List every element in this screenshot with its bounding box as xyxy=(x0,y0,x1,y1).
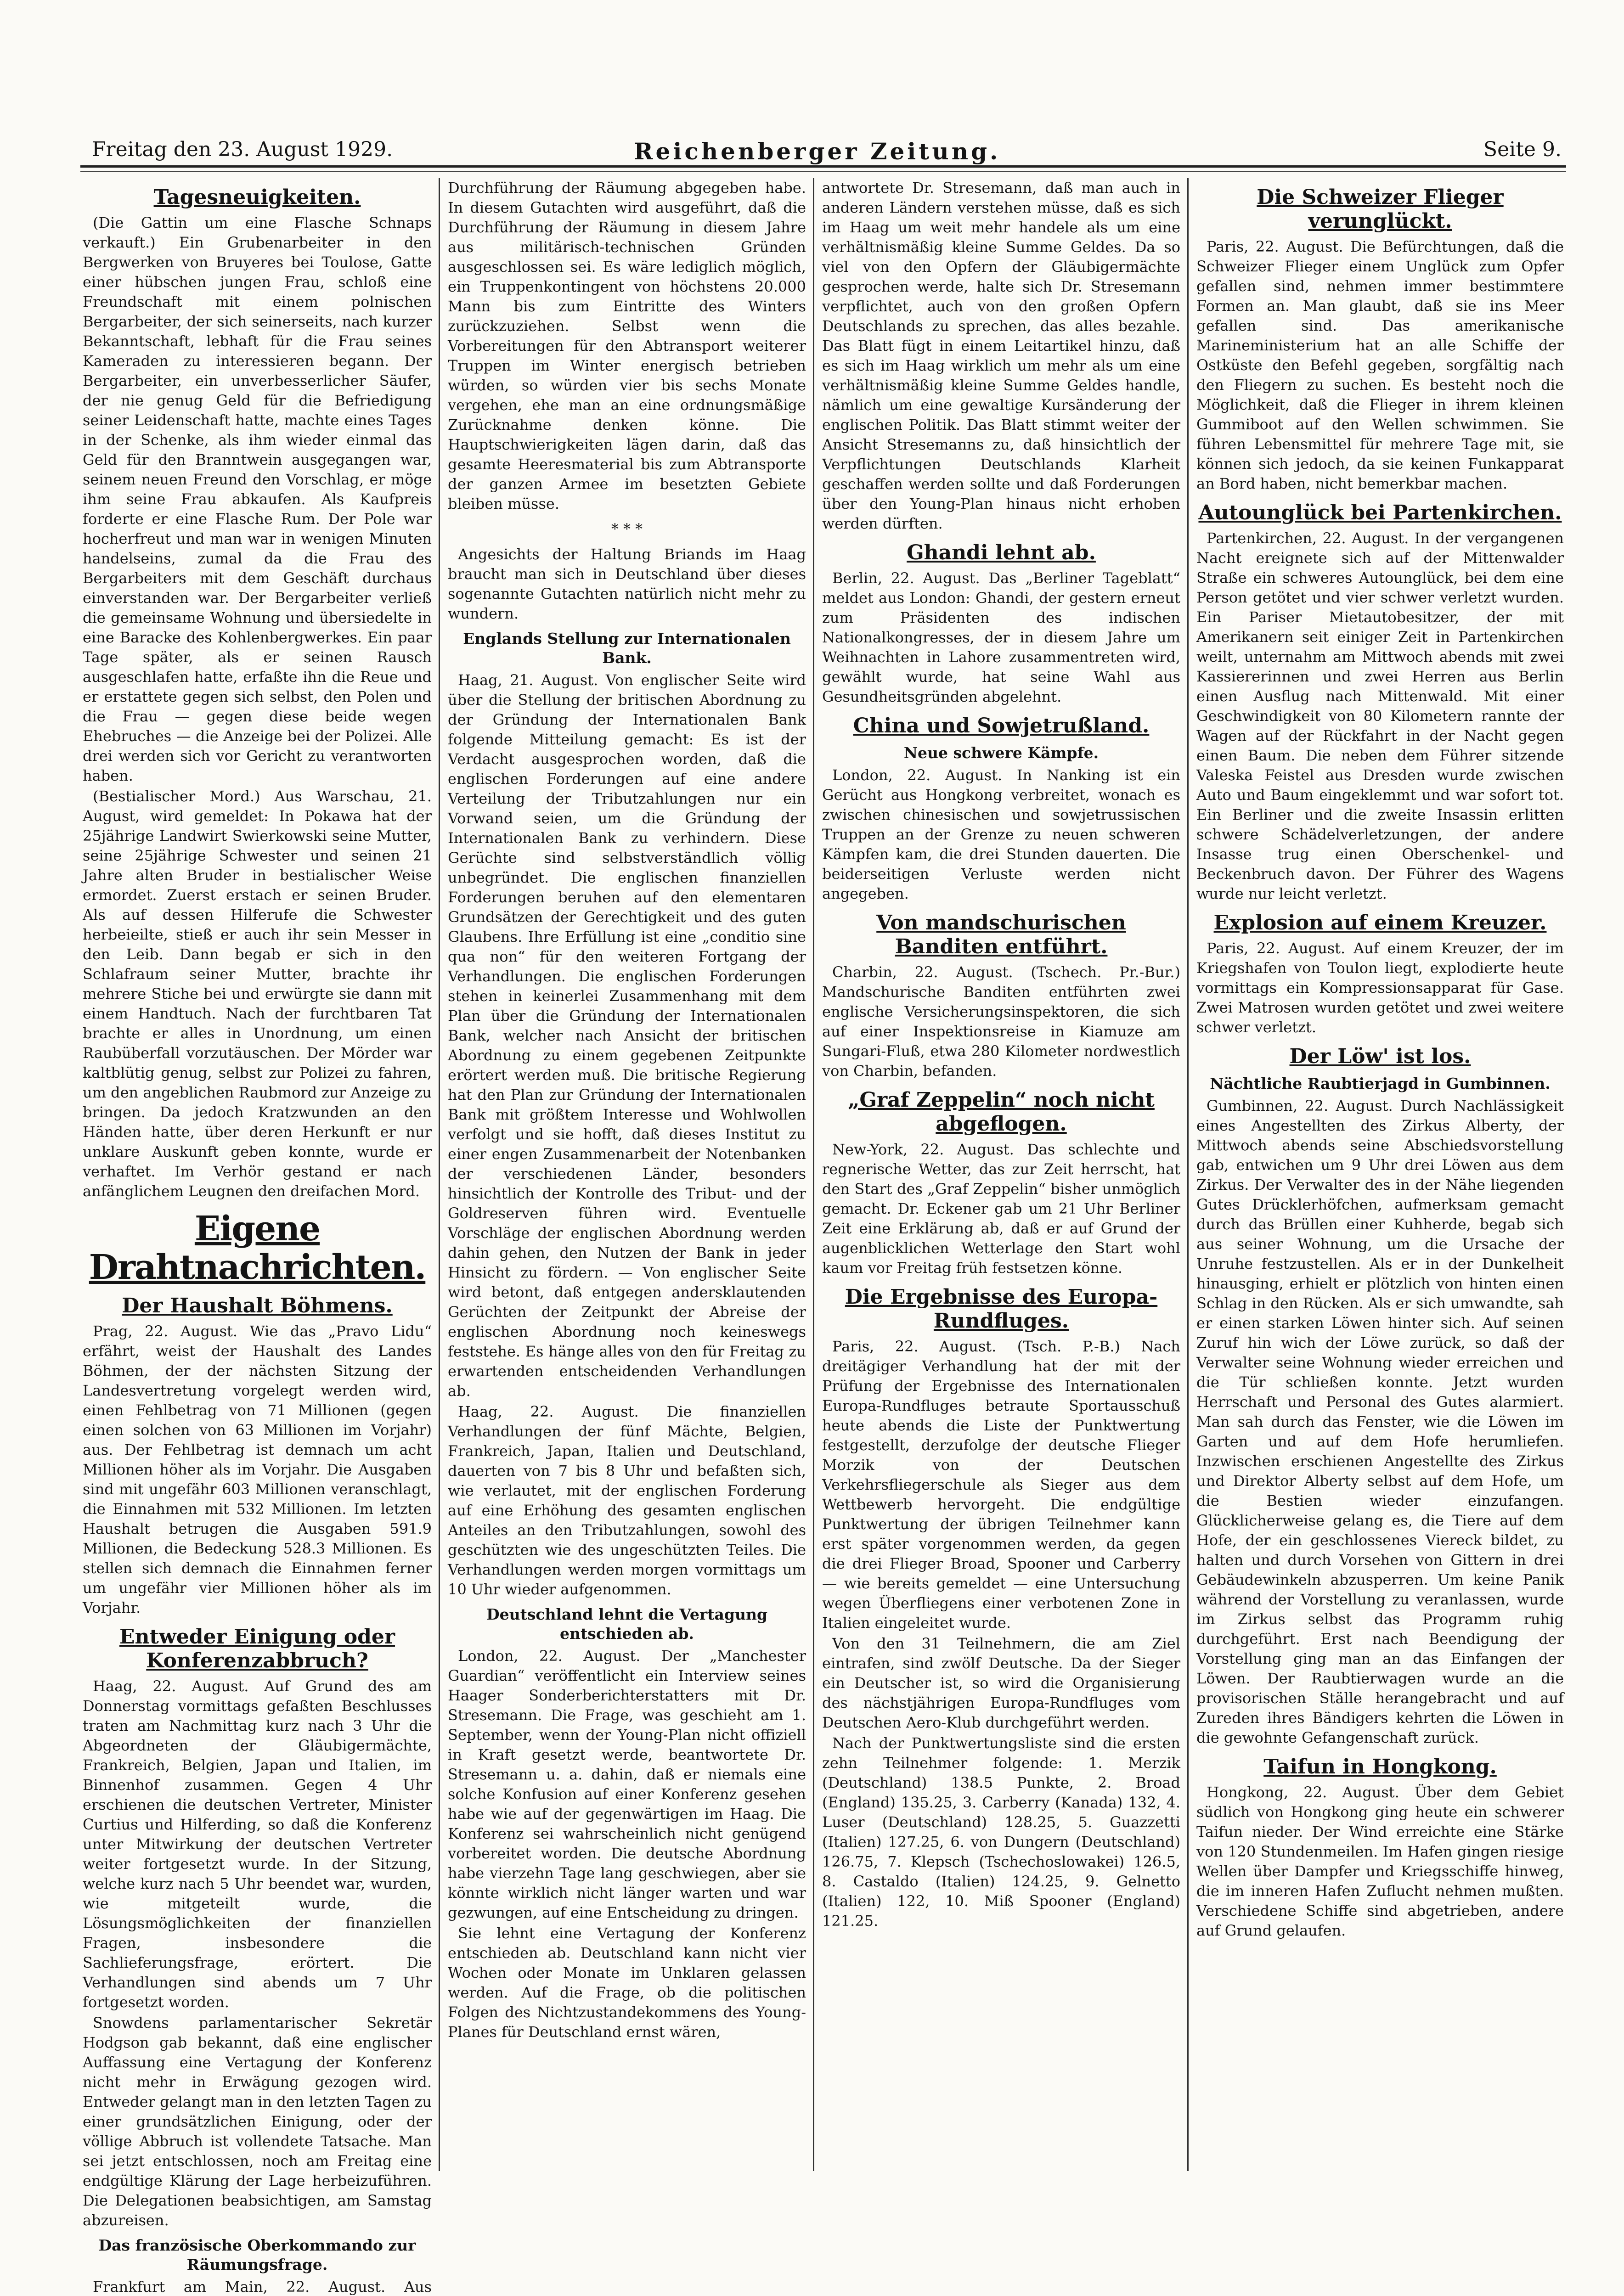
article-headline: Autounglück bei Partenkirchen. xyxy=(1198,501,1562,524)
article-paragraph: Sie lehnt eine Vertagung der Konferenz entschieden ab. Deutschland kann nicht vier Wochen oder Monate im Unklaren gelassen werden. Auf die Frage, ob die politischen Folgen des Nichtzustandekommens des Young-Planes für Deutschland ernst wären, xyxy=(448,1925,806,2041)
article-paragraph: Berlin, 22. August. Das „Berliner Tageblatt“ meldet aus London: Ghandi, der gestern erneut zum Präsidenten des indischen Nationalkongresses, der in diesem Jahre um Weihnachten in Lahore zusammentreten wird, gewählt wurde, hat seine Wahl aus Gesundheitsgründen abgelehnt. xyxy=(822,569,1180,705)
article-paragraph: Angesichts der Haltung Briands im Haag braucht man sich in Deutschland über dieses sogenannte Gutachten natürlich nicht mehr zu wundern. xyxy=(448,546,806,622)
column-1 xyxy=(83,178,432,2296)
newspaper-title: Reichenberger Zeitung. xyxy=(634,138,1001,165)
article-subheadline: Deutschland lehnt die Vertagung entschieden ab. xyxy=(486,1605,768,1643)
section-banner: Eigene Drahtnachrichten. xyxy=(89,1209,426,1287)
article-paragraph: Hongkong, 22. August. Über dem Gebiet südlich von Hongkong ging heute ein schwerer Taifun nieder. Der Wind erreichte eine Stärke von 120 Stundenmeilen. Im Hafen gingen riesige Wellen über Dampfer und Kriegsschiffe hinweg, die im inneren Hafen Zuflucht nehmen mußten. Verschiedene Schiffe sind abgetrieben, andere auf Grund gelaufen. xyxy=(1196,1784,1564,1939)
article-paragraph: antwortete Dr. Stresemann, daß man auch in anderen Ländern verstehen müsse, daß es sich im Haag um weit mehr handele als um eine verhältnismäßig kleine Summe Geldes. Da so viel von den Opfern der Gläubigermächte gesprochen werde, halte sich Dr. Stresemann verpflichtet, auch von den großen Opfern Deutschlands zu sprechen, das alles bezahle. Das Blatt fügt in einem Leitartikel hinzu, daß es sich im Haag wirklich um mehr als um eine verhältnismäßig kleine Summe Geldes handle, nämlich um eine gewaltige Kursänderung der englischen Politik. Das Blatt stimmt weiter der Ansicht Stresemanns zu, daß hinsichtlich der Verpflichtungen Deutschlands Klarheit geschaffen werden sollte und daß Forderungen über den Young-Plan hinaus nicht erhoben werden dürften. xyxy=(822,179,1180,532)
article-subheadline: Nächtliche Raubtierjagd in Gumbinnen. xyxy=(1210,1075,1551,1092)
article-headline: Von mandschurischen Banditen entführt. xyxy=(876,911,1126,958)
article-paragraph: Durchführung der Räumung abgegeben habe. In diesem Gutachten wird ausgeführt, daß die Durchführung der Räumung in diesem Jahre aus militärisch-technischen Gründen ausgeschlossen sei. Es wäre lediglich möglich, ein Truppenkontingent von höchstens 20.000 Mann bis zum Eintritte des Winters zurückzuziehen. Selbst wenn die Vorbereitungen für den Abtransport weiterer Truppen im Winter energisch betrieben würden, so würden vier bis sechs Monate vergehen, ehe man an eine ordnungsmäßige Zurücknahme denken könne. Die Hauptschwierigkeiten lägen darin, daß das gesamte Heeresmaterial bis zum Abtransporte der ganzen Armee im besetzten Gebiete bleiben müsse. xyxy=(448,179,806,512)
article-paragraph: Prag, 22. August. Wie das „Pravo Lidu“ erfährt, weist der Haushalt des Landes Böhmen, der der nächsten Sitzung der Landesvertretung vorgelegt werden wird, einen Fehlbetrag von 71 Millionen (gegen einen solchen von 63 Millionen im Vorjahr) aus. Der Fehlbetrag ist demnach um acht Millionen höher als im Vorjahr. Die Ausgaben sind mit ungefähr 603 Millionen veranschlagt, die Einnahmen mit 532 Millionen. Im letzten Haushalt betrugen die Ausgaben 591.9 Millionen, die Bedeckung 528.3 Millionen. Es stellen sich demnach die Einnahmen ferner um ungefähr vier Millionen höher als im Vorjahr. xyxy=(83,1322,432,1616)
article-paragraph: Charbin, 22. August. (Tschech. Pr.-Bur.) Mandschurische Banditen entführten zwei englische Versicherungsinspektoren, die sich auf einer Inspektionsreise in Kiamuze am Sungari-Fluß, etwa 280 Kilometer nordwestlich von Charbin, befanden. xyxy=(822,963,1180,1080)
header-rule xyxy=(80,165,1566,168)
section-heading: Tagesneuigkeiten. xyxy=(153,186,361,209)
column-3 xyxy=(822,178,1180,2171)
article-headline: Die Schweizer Flieger verunglückt. xyxy=(1257,186,1504,233)
article-paragraph: Haag, 21. August. Von englischer Seite wird über die Stellung der britischen Abordnung zu der Gründung der Internationalen Bank folgende Mitteilung gemacht: Es ist der Verdacht ausgesprochen worden, daß die englischen Forderungen auf eine andere Verteilung der Tributzahlungen nur ein Vorwand seien, um die Gründung der Internationalen Bank zu verhindern. Diese Gerüchte sind selbstverständlich völlig unbegründet. Die englischen finanziellen Forderungen beruhen auf den elementaren Grundsätzen der Gerechtigkeit und des guten Glaubens. Ihre Erfüllung ist eine „conditio sine qua non“ für den weiteren Fortgang der Verhandlungen. Die englischen Forderungen stehen in keinerlei Zusammenhang mit dem Plan über die Gründung der Internationalen Bank, welcher nach Ansicht der britischen Abordnung zu einem gegebenen Zeitpunkte erörtert werden muß. Die britische Regierung hat den Plan zur Gründung der Internationalen Bank mit größtem Interesse und Wohlwollen verfolgt und sie hofft, daß dieses Institut zu einer engen Zusammenarbeit der Notenbanken der verschiedenen Länder, besonders hinsichtlich der Kontrolle des Tribut- und der Goldreserven führen wird. Eventuelle Vorschläge der englischen Abordnung werden dahin gehen, den Nutzen der Bank in jeder Hinsicht zu fördern. — Von englischer Seite wird betont, daß entgegen andersklautenden Gerüchten der Zeitpunkt der Abreise der englischen Abordnung noch keineswegs feststehe. Es hänge alles von den für Freitag zu erwartenden entscheidenden Verhandlungen ab. xyxy=(448,671,806,1400)
article-subheadline: Englands Stellung zur Internationalen Bank. xyxy=(463,630,791,667)
article-paragraph: Paris, 22. August. Die Befürchtungen, daß die Schweizer Flieger einem Unglück zum Opfer gefallen sind, nehmen immer bestimmtere Formen an. Man glaubt, daß sie ins Meer gefallen sind. Das amerikanische Marineministerium hat an alle Schiffe der Ostküste den Befehl gegeben, sorgfältig nach den Fliegern zu suchen. Es besteht noch die Möglichkeit, daß die Flieger in ihrem kleinen Gummiboot auf den Wellen schwimmen. Sie führen Lebensmittel für mehrere Tage mit, sie können sich jedoch, da sie keinen Funkapparat an Bord haben, nicht bemerkbar machen. xyxy=(1196,238,1564,492)
column-4 xyxy=(1196,178,1564,2171)
article-subheadline: Das französische Oberkommando zur Räumungsfrage. xyxy=(98,2236,416,2273)
article-paragraph: Haag, 22. August. Auf Grund des am Donnerstag vormittags gefaßten Beschlusses traten am Nachmittag kurz nach 3 Uhr die Abgeordneten der Gläubigermächte, Frankreich, Belgien, Japan und Italien, im Binnenhof zusammen. Gegen 4 Uhr erschienen die deutschen Vertreter, Minister Curtius und Hilferding, so daß die Konferenz unter Mitwirkung der deutschen Vertreter weiter fortgesetzt wurde. In der Sitzung, welche kurz nach 5 Uhr beendet war, wurden, wie mitgeteilt wurde, die Lösungsmöglichkeiten der finanziellen Fragen, insbesondere die Sachlieferungsfrage, erörtert. Die Verhandlungen sind abends um 7 Uhr fortgesetzt worden. xyxy=(83,1677,432,2011)
article-paragraph: (Bestialischer Mord.) Aus Warschau, 21. August, wird gemeldet: In Pokawa hat der 25jährige Landwirt Swierkowski seine Mutter, seine 25jährige Schwester und seinen 21 Jahre alten Bruder in bestialischer Weise ermordet. Zuerst erstach er seinen Bruder. Als auf dessen Hilferufe die Schwester herbeieilte, stieß er auch ihr sein Messer in den Leib. Dann begab er sich in den Schlafraum seiner Mutter, brachte ihr mehrere Stiche bei und erwürgte sie dann mit einem Handtuch. Nach der furchtbaren Tat brachte er alles in Unordnung, um einen Raubüberfall vorzutäuschen. Der Mörder war kaltblütig genug, selbst zur Polizei zu fahren, um den angeblichen Raubmord zur Anzeige zu bringen. Da jedoch Kratzwunden an den Händen hatte, über deren Herkunft er nur unklare Auskunft geben konnte, wurde er verhaftet. Im Verhör gestand er nach anfänglichem Leugnen den dreifachen Mord. xyxy=(83,788,432,1200)
article-headline: China und Sowjetrußland. xyxy=(853,714,1150,737)
article-headline: Der Haushalt Böhmens. xyxy=(122,1294,393,1317)
article-paragraph: Gumbinnen, 22. August. Durch Nachlässigkeit eines Angestellten des Zirkus Alberty, der Mittwoch abends seine Abschiedsvorstellung gab, entwichen um 9 Uhr drei Löwen aus dem Zirkus. Der Verwalter des in der Nähe liegenden Gutes Drücklerhöfchen, aufmerksam gemacht durch das Brüllen einer Kuhherde, begab sich aus seiner Wohnung, um die Ursache der Unruhe festzustellen. Als er in der Dunkelheit hinausging, erhielt er plötzlich von hinten einen Schlag in den Rücken. Als er sich umwandte, sah er einen starken Löwen hinter sich. Auf seinen Zuruf hin wich der Löwe zurück, so daß der Verwalter seine Wohnung wieder erreichen und die Tür schließen konnte. Jetzt wurden Herrschaft und Personal des Gutes alarmiert. Man sah durch das Fenster, wie die Löwen im Garten und auf dem Hofe herumliefen. Inzwischen erschienen Angestellte des Zirkus und Direktor Alberty selbst auf dem Hofe, um die Bestien wieder einzufangen. Glücklicherweise gelang es, die Tiere auf dem Hofe, der ein geschlossenes Viereck bildet, zu halten und durch Vorsehen von Gittern in drei Gebäudewinkeln abzusperren. Um keine Panik während der Vorstellung zu veranlassen, wurde im Zirkus selbst das Programm ruhig durchgeführt. Erst nach Beendigung der Vorstellung ging man an das Einfangen der Löwen. Der Raubtierwagen wurde an die provisorischen Ställe herangebracht und auf Zureden ihres Bändigers kehrten die Löwen in die gewohnte Gefangenschaft zurück. xyxy=(1196,1097,1564,1746)
article-headline: „Graf Zeppelin“ noch nicht abgeflogen. xyxy=(848,1088,1155,1136)
article-paragraph: Paris, 22. August. (Tsch. P.-B.) Nach dreitägiger Verhandlung hat der mit der Prüfung der Ergebnisse des Internationalen Europa-Rundfluges betraute Sportausschuß heute abends die Liste der Punktwertung festgestellt, derzufolge der deutsche Flieger Morzik von der Deutschen Verkehrsfliegerschule als Sieger aus dem Wettbewerb hervorgeht. Die endgültige Punktwertung der übrigen Teilnehmer kann erst später vorgenommen werden, da gegen die drei Flieger Broad, Spooner und Carberry — wie bereits gemeldet — eine Untersuchung wegen Überfliegens einer verbotenen Zone in Italien eingeleitet wurde. xyxy=(822,1338,1180,1632)
header-rule-thin xyxy=(80,171,1566,172)
article-headline: Explosion auf einem Kreuzer. xyxy=(1213,911,1547,934)
article-paragraph: Partenkirchen, 22. August. In der vergangenen Nacht ereignete sich auf der Mittenwalder Straße ein schweres Autounglück, bei dem eine Person getötet und vier schwer verletzt wurden. Ein Pariser Mietautobesitzer, der mit Amerikanern seit einiger Zeit in Partenkirchen weilt, unternahm am Mittwoch abends mit zwei Kassiererinnen und zwei Herren aus Berlin einen Ausflug nach Mittenwald. Mit einer Geschwindigkeit von 80 Kilometern rannte der Wagen auf der Rückfahrt in der Nacht gegen einen Baum. Die neben dem Führer sitzende Valeska Feistel aus Dresden wurde zwischen Auto und Baum eingeklemmt und war sofort tot. Ein Berliner und die zweite Insassin erlitten schwere Schädelverletzungen, der andere Insasse trug einen Oberschenkel- und Beckenbruch davon. Der Führer des Wagens wurde nur leicht verletzt. xyxy=(1196,529,1564,902)
article-subheadline: Neue schwere Kämpfe. xyxy=(903,744,1099,762)
article-paragraph: New-York, 22. August. Das schlechte und regnerische Wetter, das zur Zeit herrscht, hat den Start des „Graf Zeppelin“ bisher unmöglich gemacht. Dr. Eckener gab um 21 Uhr Berliner Zeit eine Erklärung ab, daß er auf Grund der augenblicklichen Wetterlage den Start wohl kaum vor Freitag früh festsetzen könne. xyxy=(822,1141,1180,1277)
column-divider xyxy=(813,178,814,2171)
article-headline: Die Ergebnisse des Europa-Rundfluges. xyxy=(845,1285,1158,1333)
article-headline: Ghandi lehnt ab. xyxy=(907,541,1096,564)
article-paragraph: London, 22. August. Der „Manchester Guardian“ veröffentlicht ein Interview seines Haager Sonderberichterstatters mit Dr. Stresemann. Die Frage, was geschieht am 1. September, wenn der Young-Plan nicht offiziell in Kraft gesetzt werde, beantwortete Dr. Stresemann u. a. dahin, daß er niemals eine solche Konfusion auf einer Konferenz gesehen habe wie auf der gegenwärtigen im Haag. Die Konferenz sei wahrscheinlich nicht genügend vorbereitet worden. Die deutsche Abordnung habe vierzehn Tage lang geschwiegen, aber sie könnte wirklich nicht länger warten und war gezwungen, auf eine Entscheidung zu dringen. xyxy=(448,1647,806,1921)
article-paragraph: Paris, 22. August. Auf einem Kreuzer, der im Kriegshafen von Toulon liegt, explodierte heute vormittags ein Kompressionsapparat für Gase. Zwei Matrosen wurden getötet und zwei weitere schwer verletzt. xyxy=(1196,940,1564,1036)
article-paragraph: Snowdens parlamentarischer Sekretär Hodgson gab bekannt, daß eine englischer Auffassung eine Vertagung der Konferenz nicht mehr in Erwägung gezogen wird. Entweder gelangt man in den letzten Tagen zu einer grundsätzlichen Einigung, oder der völlige Abbruch ist vollendete Tatsache. Man sei jetzt entschlossen, noch am Freitag eine endgültige Klärung der Lage herbeizuführen. Die Delegationen beabsichtigen, am Samstag abzureisen. xyxy=(83,2014,432,2229)
article-headline: Taifun in Hongkong. xyxy=(1263,1755,1497,1778)
article-paragraph: (Die Gattin um eine Flasche Schnaps verkauft.) Ein Grubenarbeiter in den Bergwerken von Bruyeres bei Toulose, Gatte einer hübschen jungen Frau, schloß eine Freundschaft mit einem polnischen Bergarbeiter, der sich seinerseits, nach kurzer Bekanntschaft, lebhaft für die Frau seines Kameraden zu interessieren begann. Der Bergarbeiter, ein unverbesserlicher Säufer, der nie genug Geld für die Befriedigung seiner Leidenschaft hatte, machte eines Tages in der Schenke, als ihm wieder einmal das Geld für den Branntwein ausgegangen war, seinem neuen Freund den Vorschlag, er möge ihm seine Frau abkaufen. Als Kaufpreis forderte er eine Flasche Rum. Der Pole war hocherfreut und man war in wenigen Minuten handelseins, zumal da die Frau des Bergarbeiters mit dem Geschäft durchaus einverstanden war. Der Bergarbeiter verließ die gemeinsame Wohnung und übersiedelte in eine Baracke des Kohlenbergwerkes. Ein paar Tage später, als er seinen Rausch ausgeschlafen hatte, erfaßte ihn die Reue und er erstattete gegen sich selbst, den Polen und die Frau — gegen diese beide wegen Ehebruches — die Anzeige bei der Polizei. Alle drei werden sich vor Gericht zu verantworten haben. xyxy=(83,214,432,784)
column-divider xyxy=(439,178,440,2171)
article-paragraph: Frankfurt am Main, 22. August. Aus xyxy=(93,2278,432,2296)
separator-stars: * * * xyxy=(611,520,643,538)
column-divider xyxy=(1187,178,1189,2171)
page-number: Seite 9. xyxy=(1483,138,1562,161)
article-paragraph: London, 22. August. In Nanking ist ein Gerücht aus Hongkong verbreitet, wonach es zwischen chinesischen und sowjetrussischen Truppen an der Grenze zu neuen schweren Kämpfen kam, die drei Stunden dauerten. Die beiderseitigen Verluste werden nicht angegeben. xyxy=(822,766,1180,902)
issue-date: Freitag den 23. August 1929. xyxy=(92,138,393,161)
article-paragraph: Von den 31 Teilnehmern, die am Ziel eintrafen, sind zwölf Deutsche. Da der Sieger ein Deutscher ist, so wird die Organisierung des nächstjährigen Europa-Rundfluges vom Deutschen Aero-Klub durchgeführt werden. xyxy=(822,1635,1180,1731)
article-paragraph: Haag, 22. August. Die finanziellen Verhandlungen der fünf Mächte, Belgien, Frankreich, Japan, Italien und Deutschland, dauerten von 7 bis 8 Uhr und befaßten sich, wie verlautet, mit der englischen Forderung auf eine Erhöhung des gesamten englischen Anteiles an den Tributzahlungen, sowohl des geschützten wie des ungeschützten Teiles. Die Verhandlungen werden morgen vormittags um 10 Uhr wieder aufgenommen. xyxy=(448,1403,806,1598)
article-headline: Entweder Einigung oder Konferenzabbruch? xyxy=(119,1625,395,1672)
article-paragraph: Nach der Punktwertungsliste sind die ersten zehn Teilnehmer folgende: 1. Merzik (Deutschland) 138.5 Punkte, 2. Broad (England) 135.25, 3. Carberry (Kanada) 132, 4. Luser (Deutschland) 128.25, 5. Guazzetti (Italien) 127.25, 6. von Dungern (Deutschland) 126.75, 7. Klepsch (Tschechoslowakei) 126.5, 8. Castaldo (Italien) 124.25, 9. Gelnetto (Italien) 122, 10. Miß Spooner (England) 121.25. xyxy=(822,1734,1180,1930)
column-2 xyxy=(448,178,806,2171)
article-headline: Der Löw' ist los. xyxy=(1289,1045,1471,1068)
